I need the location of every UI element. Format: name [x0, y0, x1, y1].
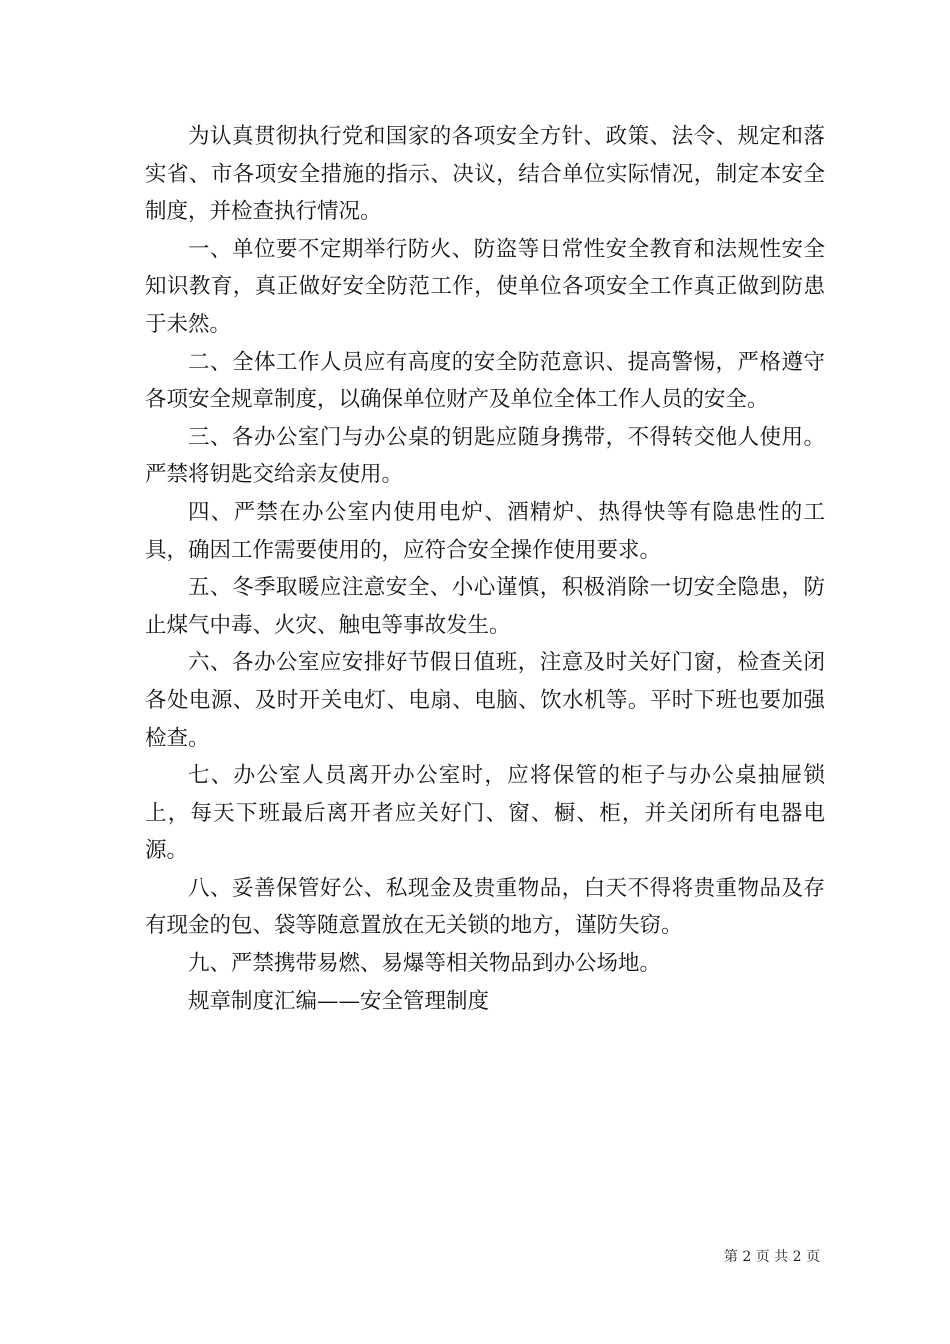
- rule-paragraph-1: 一、单位要不定期举行防火、防盗等日常性安全教育和法规性安全知识教育，真正做好安全防范工作，使单位各项安全工作真正做到防患于未然。: [145, 236, 825, 337]
- intro-paragraph: 为认真贯彻执行党和国家的各项安全方针、政策、法令、规定和落实省、市各项安全措施的指示、决议，结合单位实际情况，制定本安全制度，并检查执行情况。: [145, 124, 825, 225]
- rule-paragraph-6: 六、各办公室应安排好节假日值班，注意及时关好门窗，检查关闭各处电源、及时开关电灯、电扇、电脑、饮水机等。平时下班也要加强检查。: [145, 650, 825, 751]
- closing-line: 规章制度汇编——安全管理制度: [188, 988, 490, 1014]
- rule-paragraph-5: 五、冬季取暖应注意安全、小心谨慎，积极消除一切安全隐患，防止煤气中毒、火灾、触电等事故发生。: [145, 575, 825, 638]
- rule-paragraph-9: 九、严禁携带易燃、易爆等相关物品到办公场地。: [188, 951, 662, 977]
- rule-paragraph-8: 八、妥善保管好公、私现金及贵重物品，白天不得将贵重物品及存有现金的包、袋等随意置放在无关锁的地方，谨防失窃。: [145, 875, 825, 939]
- document-body: [145, 118, 825, 1020]
- rule-paragraph-2: 二、全体工作人员应有高度的安全防范意识、提高警惕，严格遵守各项安全规章制度，以确保单位财产及单位全体工作人员的安全。: [145, 349, 825, 413]
- rule-paragraph-4: 四、严禁在办公室内使用电炉、酒精炉、热得快等有隐患性的工具，确因工作需要使用的，应符合安全操作使用要求。: [145, 499, 825, 563]
- rule-paragraph-7: 七、办公室人员离开办公室时，应将保管的柜子与办公桌抽屉锁上，每天下班最后离开者应关好门、窗、橱、柜，并关闭所有电器电源。: [145, 763, 825, 864]
- rule-paragraph-3: 三、各办公室门与办公桌的钥匙应随身携带，不得转交他人使用。严禁将钥匙交给亲友使用。: [145, 424, 825, 488]
- page-number-footer: 第 2 页 共 2 页: [723, 1249, 820, 1265]
